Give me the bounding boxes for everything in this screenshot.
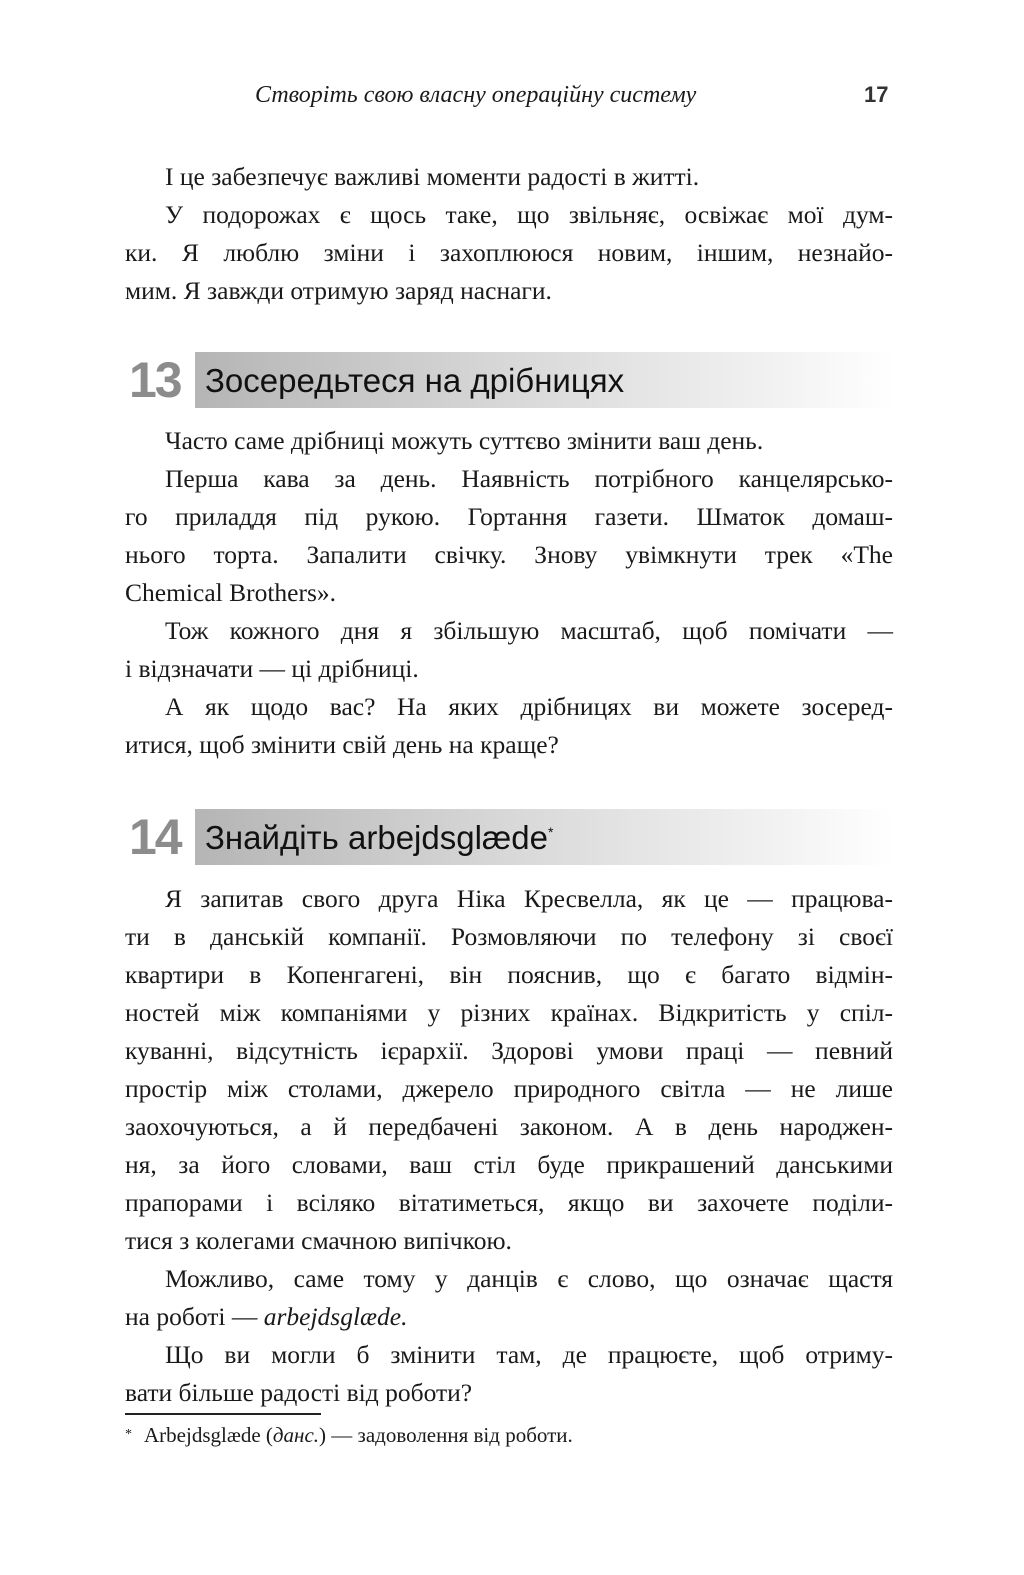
text-line: ки. Я люблю зміни і захоплююся новим, іншим, незнайо- [125, 238, 893, 267]
text-line: А як щодо вас? На яких дрібницях ви можете зосеред- [165, 692, 893, 721]
text-segment: на роботі — [125, 1302, 264, 1331]
text-line: заохочуються, а й передбачені законом. А в день народжен- [125, 1112, 893, 1141]
text-line: Що ви могли б змінити там, де працюєте, щоб отриму- [165, 1340, 893, 1369]
heading-bar [195, 352, 893, 408]
section-number: 14 [129, 809, 181, 865]
text-line: тися з колегами смачною випічкою. [125, 1226, 512, 1255]
footnote-term: Arbejdsglæde ( [144, 1423, 273, 1447]
text-line: Chemical Brothers». [125, 578, 337, 607]
section-number: 13 [129, 352, 181, 408]
text-line: итися, щоб змінити свій день на краще? [125, 730, 559, 759]
text-line [125, 1298, 893, 1336]
text-line: ти в данській компанії. Розмовляючи по телефону зі своєї [125, 922, 893, 951]
intro-text [125, 158, 893, 310]
text-line: У подорожах є щось таке, що звільняє, освіжає мої дум- [165, 200, 893, 229]
section-heading-13 [125, 352, 893, 408]
section-title [205, 809, 553, 867]
text-line: простір між столами, джерело природного світла — не лише [125, 1074, 893, 1103]
text-line: мим. Я завжди отримую заряд наснаги. [125, 276, 552, 305]
text-line: куванні, відсутність ієрархії. Здорові умови праці — певний [125, 1036, 893, 1065]
text-line: Тож кожного дня я збільшую масштаб, щоб помічати — [165, 616, 893, 645]
text-line: Перша кава за день. Наявність потрібного канцелярсько- [165, 464, 893, 493]
running-header: Створіть свою власну операційну систему [255, 82, 697, 108]
text-line: і відзначати — ці дрібниці. [125, 654, 419, 683]
section-heading-14 [125, 809, 893, 865]
text-line: го приладдя під рукою. Гортання газети. Шматок домаш- [125, 502, 893, 531]
text-line: вати більше радості від роботи? [125, 1378, 473, 1407]
footnote-divider [125, 1413, 321, 1415]
section-14-text [125, 880, 893, 1412]
heading-bar [195, 809, 893, 865]
page-number: 17 [864, 82, 889, 107]
text-line: І це забезпечує важливі моменти радості в житті. [165, 162, 700, 191]
italic-term: arbejdsglæde. [263, 1302, 408, 1331]
text-line: прапорами і всіляко вітатиметься, якщо ви захочете поділи- [125, 1188, 893, 1217]
text-line: Я запитав свого друга Ніка Кресвелла, як це — працюва- [165, 884, 893, 913]
text-line: ностей між компаніями у різних країнах. Відкритість у спіл- [125, 998, 893, 1027]
text-line: квартири в Копенгагені, він пояснив, що є багато відмін- [125, 960, 893, 989]
footnote [125, 1420, 573, 1450]
section-title-text: Знайдіть arbejdsglæde [205, 819, 548, 856]
footnote-text: ) — задоволення від роботи. [319, 1423, 573, 1447]
text-line: Часто саме дрібниці можуть суттєво змінити ваш день. [165, 426, 764, 455]
section-title: Зосередьтеся на дрібницях [205, 362, 625, 399]
text-line: нього торта. Запалити свічку. Знову увімкнути трек «The [125, 540, 893, 569]
text-line: ня, за його словами, ваш стіл буде прикрашений данськими [125, 1150, 893, 1179]
text-line: Можливо, саме тому у данців є слово, що означає щастя [165, 1264, 893, 1293]
section-13-text [125, 422, 893, 764]
footnote-mark: * [547, 824, 554, 840]
footnote-mark: * [125, 1427, 132, 1442]
footnote-lang: данс. [272, 1423, 320, 1447]
